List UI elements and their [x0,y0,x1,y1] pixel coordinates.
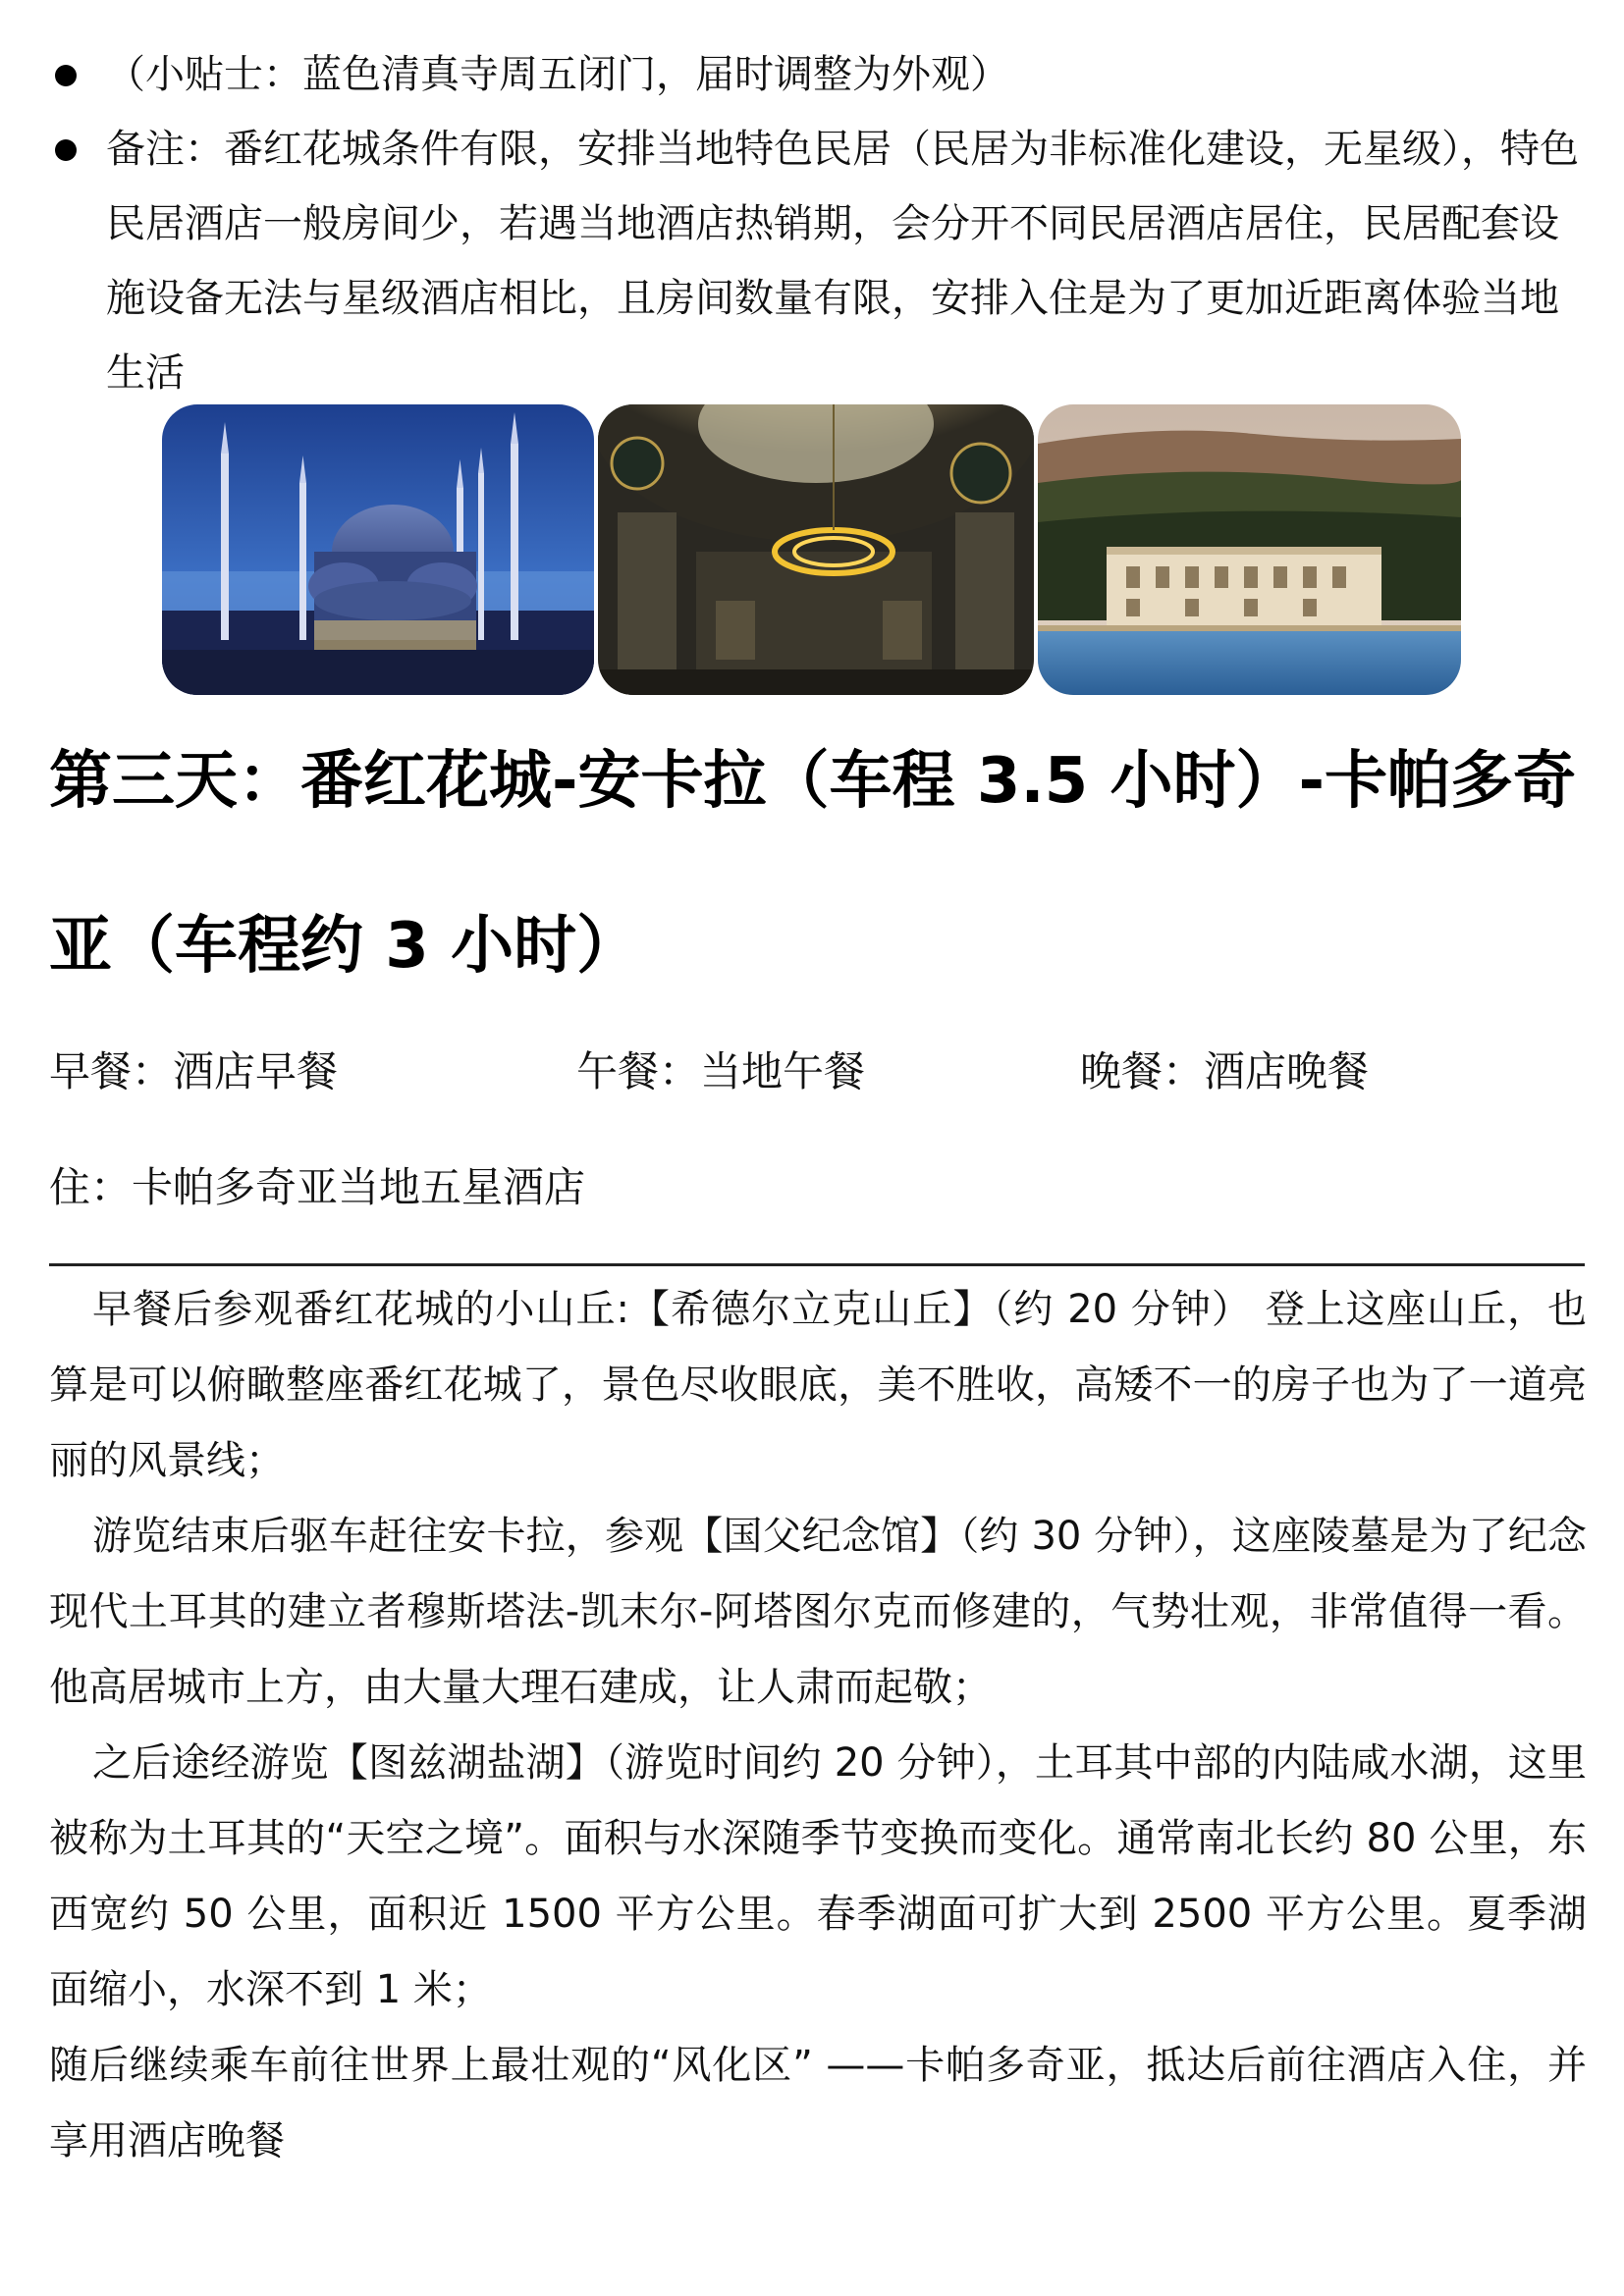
hagia-sophia-interior-photo [598,404,1034,695]
bosphorus-palace-image [1038,404,1461,695]
bosphorus-palace-photo [1038,404,1461,695]
bullet-dot-icon [55,139,77,161]
paragraph-salt-lake: 之后途经游览【图兹湖盐湖】（游览时间约 20 分钟），土耳其中部的内陆咸水湖，这里被称为土耳其的“天空之境”。面积与水深随季节变换而变化。通常南北长约 80 公里，东西宽约 50 公里，面积近 1500 平方公里。春季湖面可扩大到 2500 平方公里。夏季湖面缩小，水深不到 1 米； [49,1740,1587,2012]
meal-dinner: 晚餐：酒店晚餐 [1080,1047,1370,1095]
meal-breakfast: 早餐：酒店早餐 [49,1047,339,1095]
note-item-remark [49,112,1591,410]
photo-strip [162,404,1463,695]
bullet-dot-icon [55,65,77,86]
accommodation: 住：卡帕多奇亚当地五星酒店 [49,1163,586,1211]
meal-lunch: 午餐：当地午餐 [576,1047,866,1095]
note-text: 备注：番红花城条件有限，安排当地特色民居（民居为非标准化建设，无星级），特色民居酒店一般房间少，若遇当地酒店热销期，会分开不同民居酒店居住，民居配套设施设备无法与星级酒店相比，且房间数量有限，安排入住是为了更加近距离体验当地生活 [106,127,1579,396]
meals-row [49,1042,1581,1101]
note-item-tip [49,37,1591,112]
notes-list [49,37,1591,410]
paragraph-hidirlik-hill: 早餐后参观番红花城的小山丘:【希德尔立克山丘】（约 20 分钟） 登上这座山丘，也算是可以俯瞰整座番红花城了，景色尽收眼底，美不胜收，高矮不一的房子也为了一道亮丽的风景线； [49,1287,1587,1483]
day-title: 第三天：番红花城-安卡拉（车程 3.5 小时）-卡帕多奇亚（车程约 3 小时） [49,745,1577,983]
note-text: （小贴士：蓝色清真寺周五闭门，届时调整为外观） [106,52,1009,97]
section-divider [49,1263,1585,1266]
paragraph-ankara-mausoleum: 游览结束后驱车赶往安卡拉，参观【国父纪念馆】（约 30 分钟），这座陵墓是为了纪念现代土耳其的建立者穆斯塔法-凯末尔-阿塔图尔克而修建的，气势壮观，非常值得一看。他高居城市上方，由大量大理石建成，让人肃而起敬； [49,1514,1587,1710]
blue-mosque-image [162,404,594,695]
day-description [49,1272,1587,2179]
hagia-sophia-image [598,404,1034,695]
blue-mosque-photo [162,404,594,695]
paragraph-cappadocia-arrival: 随后继续乘车前往世界上最壮观的“风化区” ——卡帕多奇亚，抵达后前往酒店入住，并享用酒店晚餐 [49,2043,1587,2163]
